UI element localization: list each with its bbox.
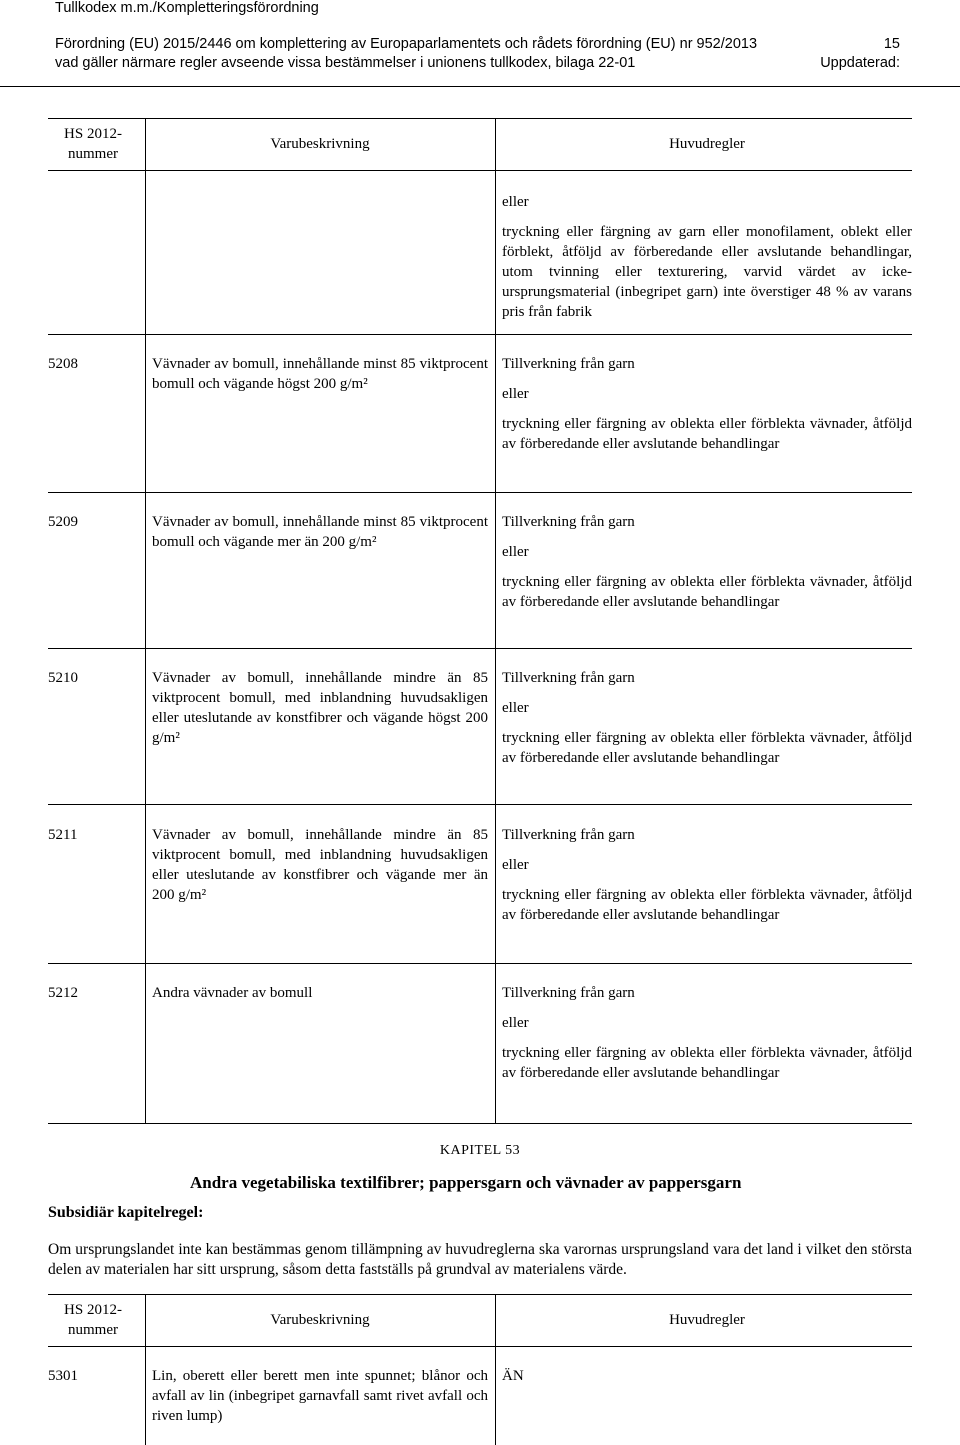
goods-description: Lin, oberett eller berett men inte spunnet; blånor och avfall av lin (inbegripet garnavfall samt rivet avfall och riven lump) (152, 1368, 488, 1424)
table-bottom-rule (48, 1123, 912, 1124)
goods-description: Vävnader av bomull, innehållande mindre än 85 viktprocent bomull, med inblandning huvudsakligen eller uteslutande av konstfibrer och vägande högst 200 g/m² (152, 670, 488, 746)
updated-label: Uppdaterad: (820, 55, 900, 71)
column-header-description: Varubeskrivning (270, 136, 370, 152)
rule-cell (502, 668, 912, 768)
rule-text: tryckning eller färgning av oblekta eller förblekta vävnader, åtföljd av förberedande eller avslutande behandlingar (502, 574, 912, 610)
goods-description: Vävnader av bomull, innehållande minst 85 viktprocent bomull och vägande mer än 200 g/m² (152, 514, 488, 550)
column-header-rules: Huvudregler (669, 1312, 745, 1328)
row-divider (48, 334, 912, 335)
rule-text: eller (502, 386, 529, 402)
row-divider (48, 963, 912, 964)
rule-text: eller (502, 194, 529, 210)
hs-code: 5301 (48, 1368, 78, 1384)
rule-cell (502, 512, 912, 612)
header-divider (0, 86, 960, 87)
rule-text: eller (502, 1015, 529, 1031)
rule-cell (502, 825, 912, 925)
column-header-rules: Huvudregler (669, 136, 745, 152)
hs-code: 5209 (48, 514, 78, 530)
chapter-title: Andra vegetabiliska textilfibrer; pappersgarn och vävnader av pappersgarn (190, 1173, 742, 1192)
hs-code: 5210 (48, 670, 78, 686)
document-title-line-2: vad gäller närmare regler avseende vissa bestämmelser i unionens tullkodex, bilaga 22-01 (55, 55, 636, 71)
rule-text: tryckning eller färgning av oblekta eller förblekta vävnader, åtföljd av förberedande eller avslutande behandlingar (502, 416, 912, 452)
table-top-rule (48, 118, 912, 119)
rule-cell (502, 354, 912, 454)
rule-text: Tillverkning från garn (502, 514, 635, 530)
rule-text: eller (502, 700, 529, 716)
table-header-rule (48, 170, 912, 171)
column-divider (145, 118, 146, 1124)
breadcrumb: Tullkodex m.m./Kompletteringsförordning (55, 0, 319, 16)
row-divider (48, 492, 912, 493)
column-header-hs: HS 2012- nummer (64, 126, 122, 162)
rule-cell (502, 1366, 912, 1386)
hs-code: 5208 (48, 356, 78, 372)
rule-text: ÄN (502, 1368, 524, 1384)
rule-text: Tillverkning från garn (502, 670, 635, 686)
rules-table-chapter-52 (48, 118, 912, 1124)
table-header-rule (48, 1346, 912, 1347)
subsidiary-rule-text: Om ursprungslandet inte kan bestämmas genom tillämpning av huvudreglerna ska varornas ursprungsland vara det land i vilket den största delen av materialen har sitt ursprung, såsom detta fastställs på grundval av materialens värde. (48, 1241, 912, 1278)
rule-cell-continuation (502, 192, 912, 322)
rule-text: tryckning eller färgning av garn eller monofilament, oblekt eller förblekt, åtföljd av förberedande eller avslutande behandlingar, utom tvinning eller texturering, varvid värdet av icke-ursprungsmaterial (inbegripet garn) inte överstiger 48 % av varans pris från fabrik (502, 224, 912, 320)
goods-description: Vävnader av bomull, innehållande mindre än 85 viktprocent bomull, med inblandning huvudsakligen eller uteslutande av konstfibrer och vägande mer än 200 g/m² (152, 827, 488, 903)
column-divider (495, 118, 496, 1124)
table-top-rule (48, 1294, 912, 1295)
column-header-description: Varubeskrivning (270, 1312, 370, 1328)
column-divider (495, 1294, 496, 1445)
rule-text: Tillverkning från garn (502, 985, 635, 1001)
rule-text: eller (502, 544, 529, 560)
page-number: 15 (883, 36, 900, 52)
rule-text: tryckning eller färgning av oblekta eller förblekta vävnader, åtföljd av förberedande eller avslutande behandlingar (502, 730, 912, 766)
rule-text: tryckning eller färgning av oblekta eller förblekta vävnader, åtföljd av förberedande eller avslutande behandlingar (502, 887, 912, 923)
rule-text: tryckning eller färgning av oblekta eller förblekta vävnader, åtföljd av förberedande eller avslutande behandlingar (502, 1045, 912, 1081)
goods-description: Andra vävnader av bomull (152, 985, 313, 1001)
rule-text: Tillverkning från garn (502, 356, 635, 372)
rules-table-chapter-53 (48, 1294, 912, 1445)
row-divider (48, 648, 912, 649)
row-divider (48, 804, 912, 805)
rule-text: eller (502, 857, 529, 873)
chapter-number: KAPITEL 53 (439, 1143, 521, 1158)
rule-text: Tillverkning från garn (502, 827, 635, 843)
goods-description: Vävnader av bomull, innehållande minst 85 viktprocent bomull och vägande högst 200 g/m² (152, 356, 488, 392)
document-title-line-1: Förordning (EU) 2015/2446 om komplettering av Europaparlamentets och rådets förordning (EU) nr 952/2013 (55, 36, 758, 52)
subsidiary-rule-label: Subsidiär kapitelregel: (48, 1204, 204, 1221)
hs-code: 5212 (48, 985, 78, 1001)
rule-cell (502, 983, 912, 1083)
column-header-hs: HS 2012- nummer (64, 1302, 122, 1338)
column-divider (145, 1294, 146, 1445)
hs-code: 5211 (48, 827, 78, 843)
